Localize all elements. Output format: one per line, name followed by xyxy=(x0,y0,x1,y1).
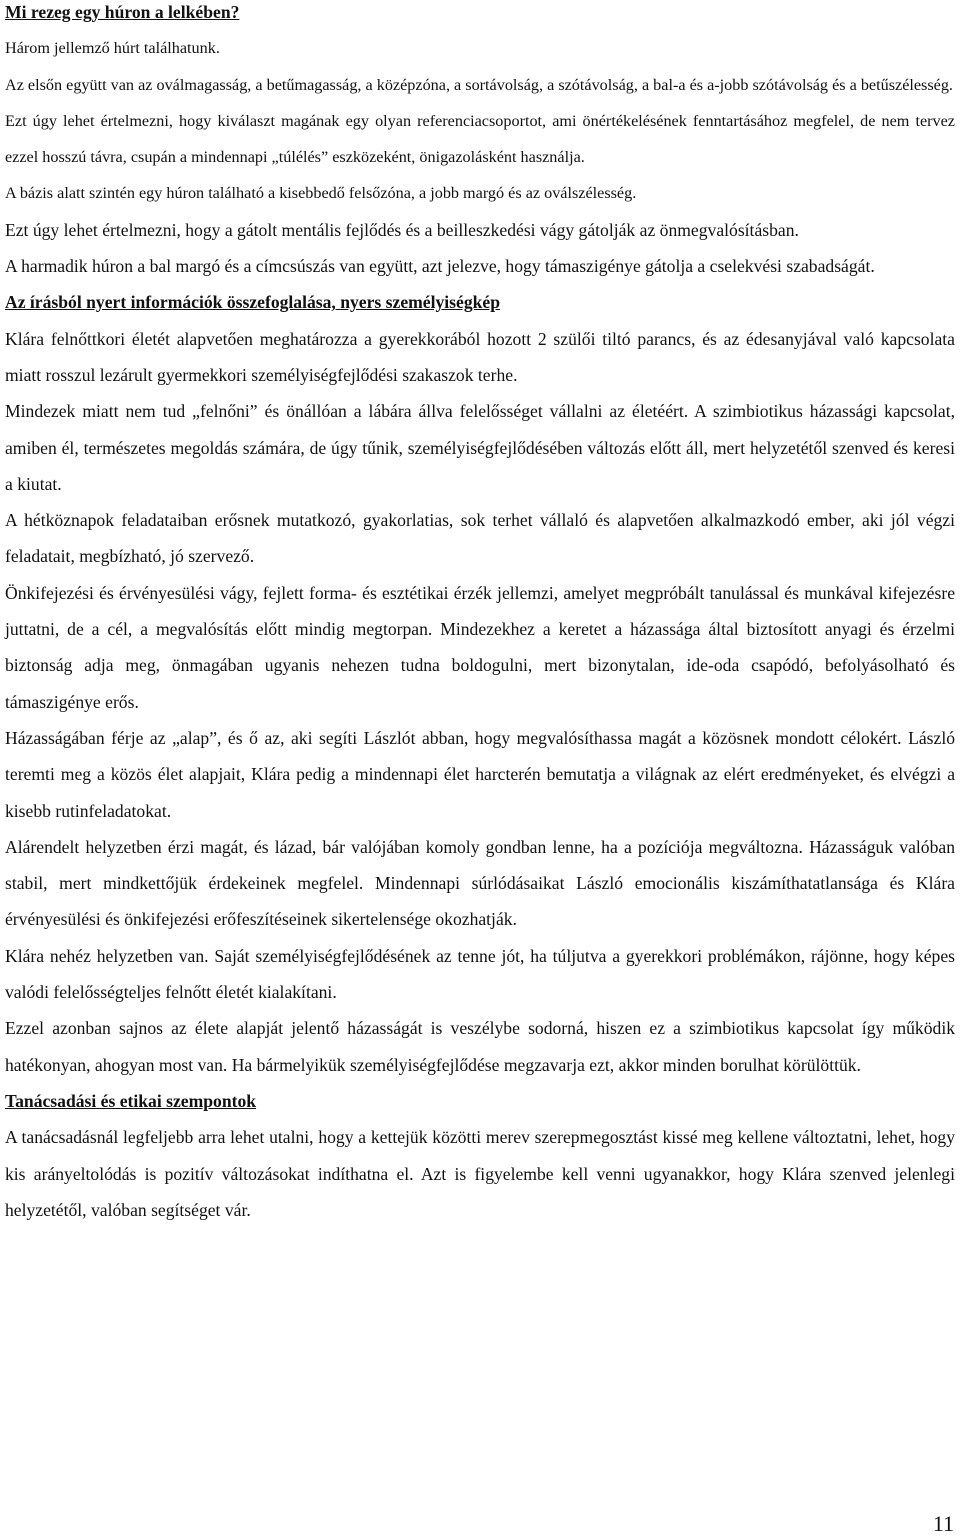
paragraph-difficult-situation: Klára nehéz helyzetben van. Saját személyiségfejlődésének az tenne jót, ha túljutva a gyerekkori problémákon, rájönne, hogy képes valódi felelősségteljes felnőtt életét kialakítani. xyxy=(5,945,955,1003)
paragraph-marriage: Házasságában férje az „alap”, és ő az, aki segíti Lászlót abban, hogy megvalósíthassa magát a közösnek mondott célokért. László teremti meg a közös élet alapjait, Klára pedig a mindennapi élet harcterén bemutatja a világnak az elért eredményeket, és elvégzi a kisebb rutinfeladatokat. xyxy=(5,727,955,821)
paragraph-three-strings: Három jellemző húrt találhatunk. xyxy=(5,39,220,58)
section-heading-string: Mi rezeg egy húron a lelkében? xyxy=(5,2,240,22)
paragraph-third-string: A harmadik húron a bal margó és a címcsúszás van együtt, azt jelezve, hogy támaszigénye gátolja a cselekvési szabadságát. xyxy=(5,256,875,277)
paragraph-base-string: A bázis alatt szintén egy húron található a kisebbedő felsőzóna, a jobb margó és az oválszélesség. xyxy=(5,184,637,203)
section-heading-counseling: Tanácsadási és etikai szempontok xyxy=(5,1090,257,1111)
paragraph-base-string-interpretation: Ezt úgy lehet értelmezni, hogy a gátolt mentális fejlődés és a beilleszkedési vágy gátolják az önmegvalósításban. xyxy=(5,219,799,240)
paragraph-grow-up: Mindezek miatt nem tud „felnőni” és önállóan a lábára állva felelősséget vállalni az életéért. A szimbiotikus házassági kapcsolat, amiben él, természetes megoldás számára, de úgy tűnik, személyiségfejlődésében változás előtt áll, mert helyzetétől szenved és keresi a kiutat. xyxy=(5,401,955,494)
paragraph-counseling: A tanácsadásnál legfeljebb arra lehet utalni, hogy a kettejük közötti merev szerepmegosztást kissé meg kellene változtatni, lehet, hogy kis arányeltolódás is pozitív változásokat indíthatna el. Azt is figyelembe kell venni ugyanakkor, hogy Klára szenved jelenlegi helyzetétől, valóban segítséget vár. xyxy=(5,1127,955,1220)
page-number: 11 xyxy=(932,1511,954,1536)
paragraph-first-string-interpretation: Ezt úgy lehet értelmezni, hogy kiválaszt magának egy olyan referenciacsoportot, ami önértékelésének fenntartásához megfelel, de nem tervez ezzel hosszú távra, csupán a mindennapi „túlélés” eszközeként, önigazolásként használja. xyxy=(5,111,955,167)
paragraph-self-expression: Önkifejezési és érvényesülési vágy, fejlett forma- és esztétikai érzék jellemzi, amelyet megpróbált tanulással és munkával kifejezésre juttatni, de a cél, a megvalósítás előtt mindig megtorpan. Mindezekhez a keretet a házassága által biztosított anyagi és érzelmi biztonság adja meg, önmagában ugyanis nehezen tudna boldogulni, mert bizonytalan, ide-oda csapódó, befolyásolható és támaszigénye erős. xyxy=(5,582,955,712)
section-heading-summary: Az írásból nyert információk összefoglalása, nyers személyiségkép xyxy=(5,292,500,313)
paragraph-adult-life: Klára felnőttkori életét alapvetően meghatározza a gyerekkorából hozott 2 szülői tiltó parancs, és az édesanyjával való kapcsolata miatt rosszul lezárult gyermekkori személyiségfejlődési szakaszok terhe. xyxy=(5,328,955,385)
paragraph-everyday-tasks: A hétköznapok feladataiban erősnek mutatkozó, gyakorlatias, sok terhet vállaló és alapvetően alkalmazkodó ember, aki jól végzi feladatait, megbízható, jó szervező. xyxy=(5,510,955,567)
paragraph-first-string: Az elsőn együtt van az oválmagasság, a betűmagasság, a középzóna, a sortávolság, a szótávolság, a bal-a és a-jobb szótávolság és a betűszélesség. xyxy=(5,75,953,94)
document-page xyxy=(5,0,955,1228)
paragraph-risk: Ezzel azonban sajnos az élete alapját jelentő házasságát is veszélybe sodorná, hiszen ez a szimbiotikus kapcsolat így működik hatékonyan, ahogyan most van. Ha bármelyikük személyiségfejlődése megzavarja ezt, akkor minden borulhat körülöttük. xyxy=(5,1018,955,1075)
paragraph-subordinate: Alárendelt helyzetben érzi magát, és lázad, bár valójában komoly gondban lenne, ha a pozíciója megváltozna. Házasságuk valóban stabil, mert mindkettőjük érdekeinek megfelel. Mindennapi súrlódásaikat László emocionális kiszámíthatatlansága és Klára érvényesülési és önkifejezési erőfeszítéseinek sikertelensége okozhatják. xyxy=(5,836,955,930)
